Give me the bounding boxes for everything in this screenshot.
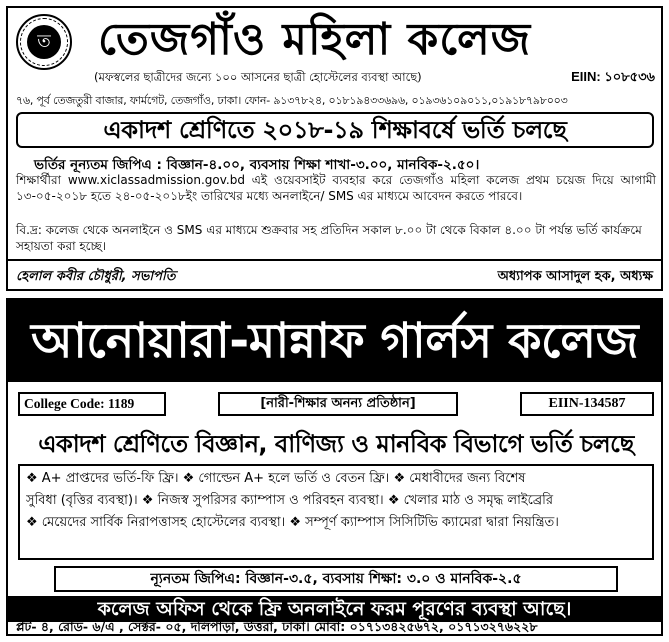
ad2-banner: একাদশ শ্রেণিতে বিজ্ঞান, বাণিজ্য ও মানবিক বিভাগে ভর্তি চলছে	[38, 430, 634, 458]
ad1-body: শিক্ষার্থীরা www.xiclassadmission.gov.bd এই ওয়েবসাইট ব্যবহার করে তেজগাঁও মহিলা কলেজ প্রথম চয়েজ দিয়ে আগামী ১৩-০৫-২০১৮ হতে ২৪-০৫-২০১৮ইং তারিখের মধ্যে অনলাইনে/ SMS এর মাধ্যমে আবেদন করতে পারবে।	[16, 173, 656, 203]
ad1-title: তেজগাঁও মহিলা কলেজ	[98, 14, 532, 65]
feature-line: ❖ মেয়েদের সার্বিক নিরাপত্তাসহ হোস্টেলের ব্যবস্থা। ❖ সম্পূর্ণ ক্যাম্পাস সিসিটিভি ক্যামেরা দ্বারা নিয়ন্ত্রিত।	[26, 515, 559, 530]
ad2-office-note: কলেজ অফিস থেকে ফ্রি অনলাইনে ফরম পূরণের ব্যবস্থা আছে।	[8, 596, 661, 622]
ad1-gpa: ভর্তির নূন্যতম জিপিএ : বিজ্ঞান-৪.০০, ব্যবসায় শিক্ষা শাখা-৩.০০, মানবিক-২.৫০।	[34, 157, 480, 173]
ad2-title: আনোয়ারা-মান্নাফ গার্লস কলেজ	[8, 300, 661, 382]
ad1-note: বি.দ্র: কলেজ থেকে অনলাইনে ও SMS এর মাধ্যমে শুক্রবার সহ প্রতিদিন সকাল ৮.০০ টা থেকে বিকাল ৪.০০ টা পর্যন্ত ভর্তি কার্যক্রমে সহায়তা করা হচ্ছে।	[16, 223, 642, 253]
ad1-principal: অধ্যাপক আসাদুল হক, অধ্যক্ষ	[497, 269, 653, 284]
college-logo-icon	[16, 14, 72, 70]
anowara-mannaf-college-ad	[6, 298, 663, 636]
ad2-eiin: EIIN-134587	[520, 392, 654, 416]
ad1-subtitle: (মফস্বলের ছাত্রীদের জন্যে ১০০ আসনের ছাত্রী হোস্টেলের ব্যবস্থা আছে)	[94, 70, 422, 84]
ad2-features	[18, 464, 654, 560]
logo-symbol: ত	[27, 25, 61, 59]
ad1-president: হেলাল কবীর চৌধুরী, সভাপতি	[16, 269, 176, 284]
ad1-eiin: EIIN: ১০৮৫৩৬	[571, 69, 655, 84]
ad1-footer	[8, 259, 661, 289]
ad1-address: ৭৬, পূর্ব তেজতুরী বাজার, ফার্মগেট, তেজগাঁও, ঢাকা। ফোন- ৯১৩৭৮২৪, ০১৮১৯৪৩৩৬৯৬, ০১৯৩৬১০৯০১১,০১৯১৮৭৯৮০০৩	[16, 94, 568, 107]
ad2-motto: [নারী-শিক্ষার অনন্য প্রতিষ্ঠান]	[218, 392, 458, 416]
ad2-address: প্লট- ৪, রোড- ৬/এ , সেক্টর- ০৫, দলিপাড়া, উত্তরা, ঢাকা। মোবা: ০১৭১৩৪২৫৬৭২, ০১৭১৩২৭৬২২৮	[16, 619, 538, 634]
tejgaon-college-ad	[6, 6, 663, 291]
ad2-gpa: ন্যূনতম জিপিএ: বিজ্ঞান-৩.৫, ব্যবসায় শিক্ষা: ৩.০ ও মানবিক-২.৫	[54, 566, 618, 592]
feature-line: ❖ A+ প্রাপ্তদের ভর্তি-ফি ফ্রি। ❖ গোল্ডেন A+ হলে ভর্তি ও বেতন ফ্রি। ❖ মেধাবীদের জন্য বিশেষ	[26, 471, 526, 486]
ad1-header	[8, 8, 661, 74]
ad2-college-code: College Code: 1189	[18, 392, 166, 416]
feature-line: সুবিধা (বৃত্তির ব্যবস্থা)। ❖ নিজস্ব সুপরিসর ক্যাম্পাস ও পরিবহন ব্যবস্থা। ❖ খেলার মাঠ ও সমৃদ্ধ লাইব্রেরি	[26, 493, 553, 508]
ad1-banner: একাদশ শ্রেণিতে ২০১৮-১৯ শিক্ষাবর্ষে ভর্তি চলছে	[16, 112, 654, 148]
